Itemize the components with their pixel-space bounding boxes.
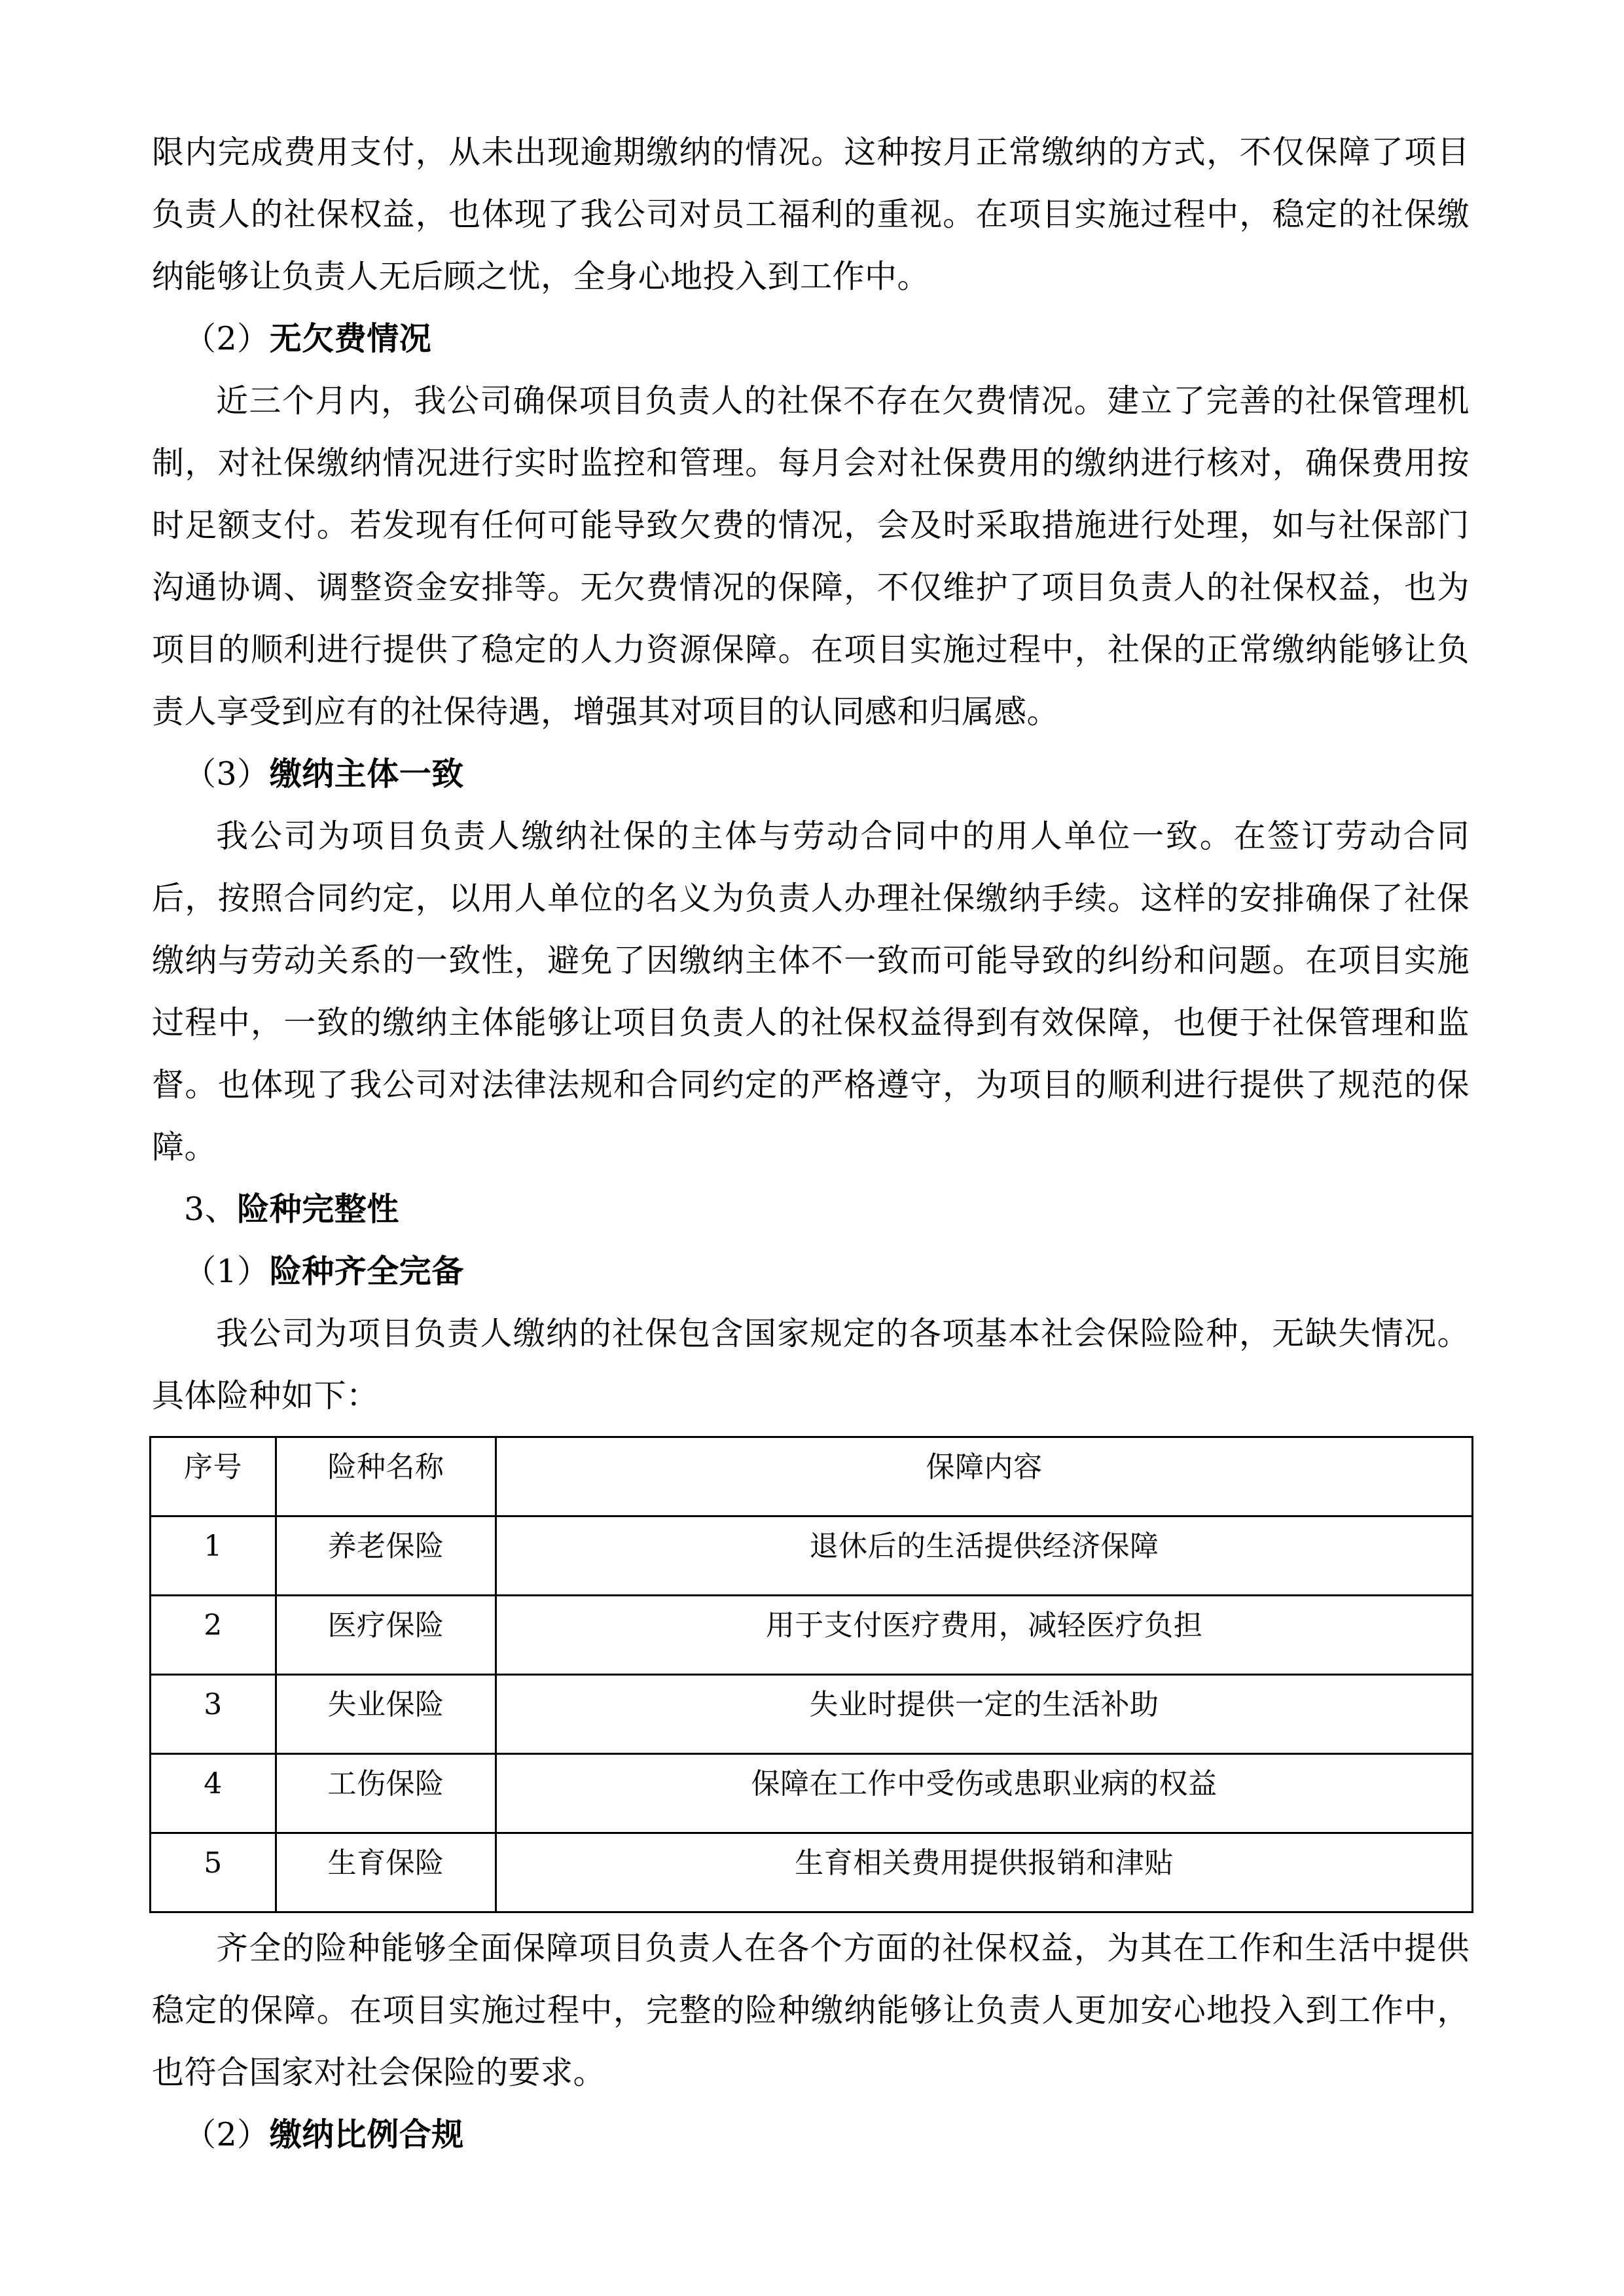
heading-same-payer-number: （3） <box>184 755 270 793</box>
heading-no-arrears <box>152 308 1470 370</box>
cell-desc: 失业时提供一定的生活补助 <box>496 1675 1473 1754</box>
heading-same-payer <box>152 743 1470 805</box>
table-row <box>151 1516 1473 1596</box>
heading-insurance-completeness-number: 3、 <box>184 1191 238 1228</box>
heading-insurance-completeness-label: 险种完整性 <box>237 1190 399 1228</box>
table-row <box>151 1675 1473 1754</box>
heading-insurance-complete-types-label: 险种齐全完备 <box>269 1252 464 1290</box>
cell-no: 4 <box>151 1754 276 1833</box>
cell-no: 3 <box>151 1675 276 1754</box>
cell-name: 生育保险 <box>276 1833 496 1912</box>
heading-no-arrears-number: （2） <box>184 320 270 357</box>
cell-desc: 退休后的生活提供经济保障 <box>496 1516 1473 1596</box>
cell-desc: 用于支付医疗费用，减轻医疗负担 <box>496 1596 1473 1675</box>
document-body <box>152 121 1470 2166</box>
column-header-name: 险种名称 <box>276 1437 496 1516</box>
paragraph-insurance-types-summary: 齐全的险种能够全面保障项目负责人在各个方面的社保权益，为其在工作和生活中提供稳定的保障。在项目实施过程中，完整的险种缴纳能够让负责人更加安心地投入到工作中，也符合国家对社会保险的要求。 <box>152 1929 1470 2091</box>
paragraph-no-arrears: 近三个月内，我公司确保项目负责人的社保不存在欠费情况。建立了完善的社保管理机制，对社保缴纳情况进行实时监控和管理。每月会对社保费用的缴纳进行核对，确保费用按时足额支付。若发现有任何可能导致欠费的情况，会及时采取措施进行处理，如与社保部门沟通协调、调整资金安排等。无欠费情况的保障，不仅维护了项目负责人的社保权益，也为项目的顺利进行提供了稳定的人力资源保障。在项目实施过程中，社保的正常缴纳能够让负责人享受到应有的社保待遇，增强其对项目的认同感和归属感。 <box>152 382 1470 730</box>
cell-no: 1 <box>151 1516 276 1596</box>
cell-name: 医疗保险 <box>276 1596 496 1675</box>
cell-no: 5 <box>151 1833 276 1912</box>
table-row <box>151 1596 1473 1675</box>
table-header-row <box>151 1437 1473 1516</box>
column-header-desc: 保障内容 <box>496 1437 1473 1516</box>
heading-same-payer-label: 缴纳主体一致 <box>269 755 464 793</box>
cell-desc: 生育相关费用提供报销和津贴 <box>496 1833 1473 1912</box>
paragraph-same-payer: 我公司为项目负责人缴纳社保的主体与劳动合同中的用人单位一致。在签订劳动合同后，按照合同约定，以用人单位的名义为负责人办理社保缴纳手续。这样的安排确保了社保缴纳与劳动关系的一致性，避免了因缴纳主体不一致而可能导致的纠纷和问题。在项目实施过程中，一致的缴纳主体能够让项目负责人的社保权益得到有效保障，也便于社保管理和监督。也体现了我公司对法律法规和合同约定的严格遵守，为项目的顺利进行提供了规范的保障。 <box>152 817 1470 1166</box>
cell-name: 失业保险 <box>276 1675 496 1754</box>
cell-name: 养老保险 <box>276 1516 496 1596</box>
cell-name: 工伤保险 <box>276 1754 496 1833</box>
table-row <box>151 1754 1473 1833</box>
heading-insurance-completeness <box>152 1178 1470 1240</box>
heading-contribution-ratio <box>152 2104 1470 2166</box>
cell-no: 2 <box>151 1596 276 1675</box>
heading-insurance-complete-types-number: （1） <box>184 1253 270 1290</box>
paragraph-insurance-types-intro: 我公司为项目负责人缴纳的社保包含国家规定的各项基本社会保险险种，无缺失情况。具体险种如下： <box>152 1315 1470 1414</box>
heading-no-arrears-label: 无欠费情况 <box>269 319 432 357</box>
table-row <box>151 1833 1473 1912</box>
cell-desc: 保障在工作中受伤或患职业病的权益 <box>496 1754 1473 1833</box>
paragraph-overdue-continued: 限内完成费用支付，从未出现逾期缴纳的情况。这种按月正常缴纳的方式，不仅保障了项目负责人的社保权益，也体现了我公司对员工福利的重视。在项目实施过程中，稳定的社保缴纳能够让负责人无后顾之忧，全身心地投入到工作中。 <box>152 134 1470 295</box>
insurance-types-table <box>149 1436 1473 1913</box>
heading-insurance-complete-types <box>152 1240 1470 1302</box>
heading-contribution-ratio-label: 缴纳比例合规 <box>269 2115 464 2153</box>
column-header-no: 序号 <box>151 1437 276 1516</box>
heading-contribution-ratio-number: （2） <box>184 2116 270 2153</box>
